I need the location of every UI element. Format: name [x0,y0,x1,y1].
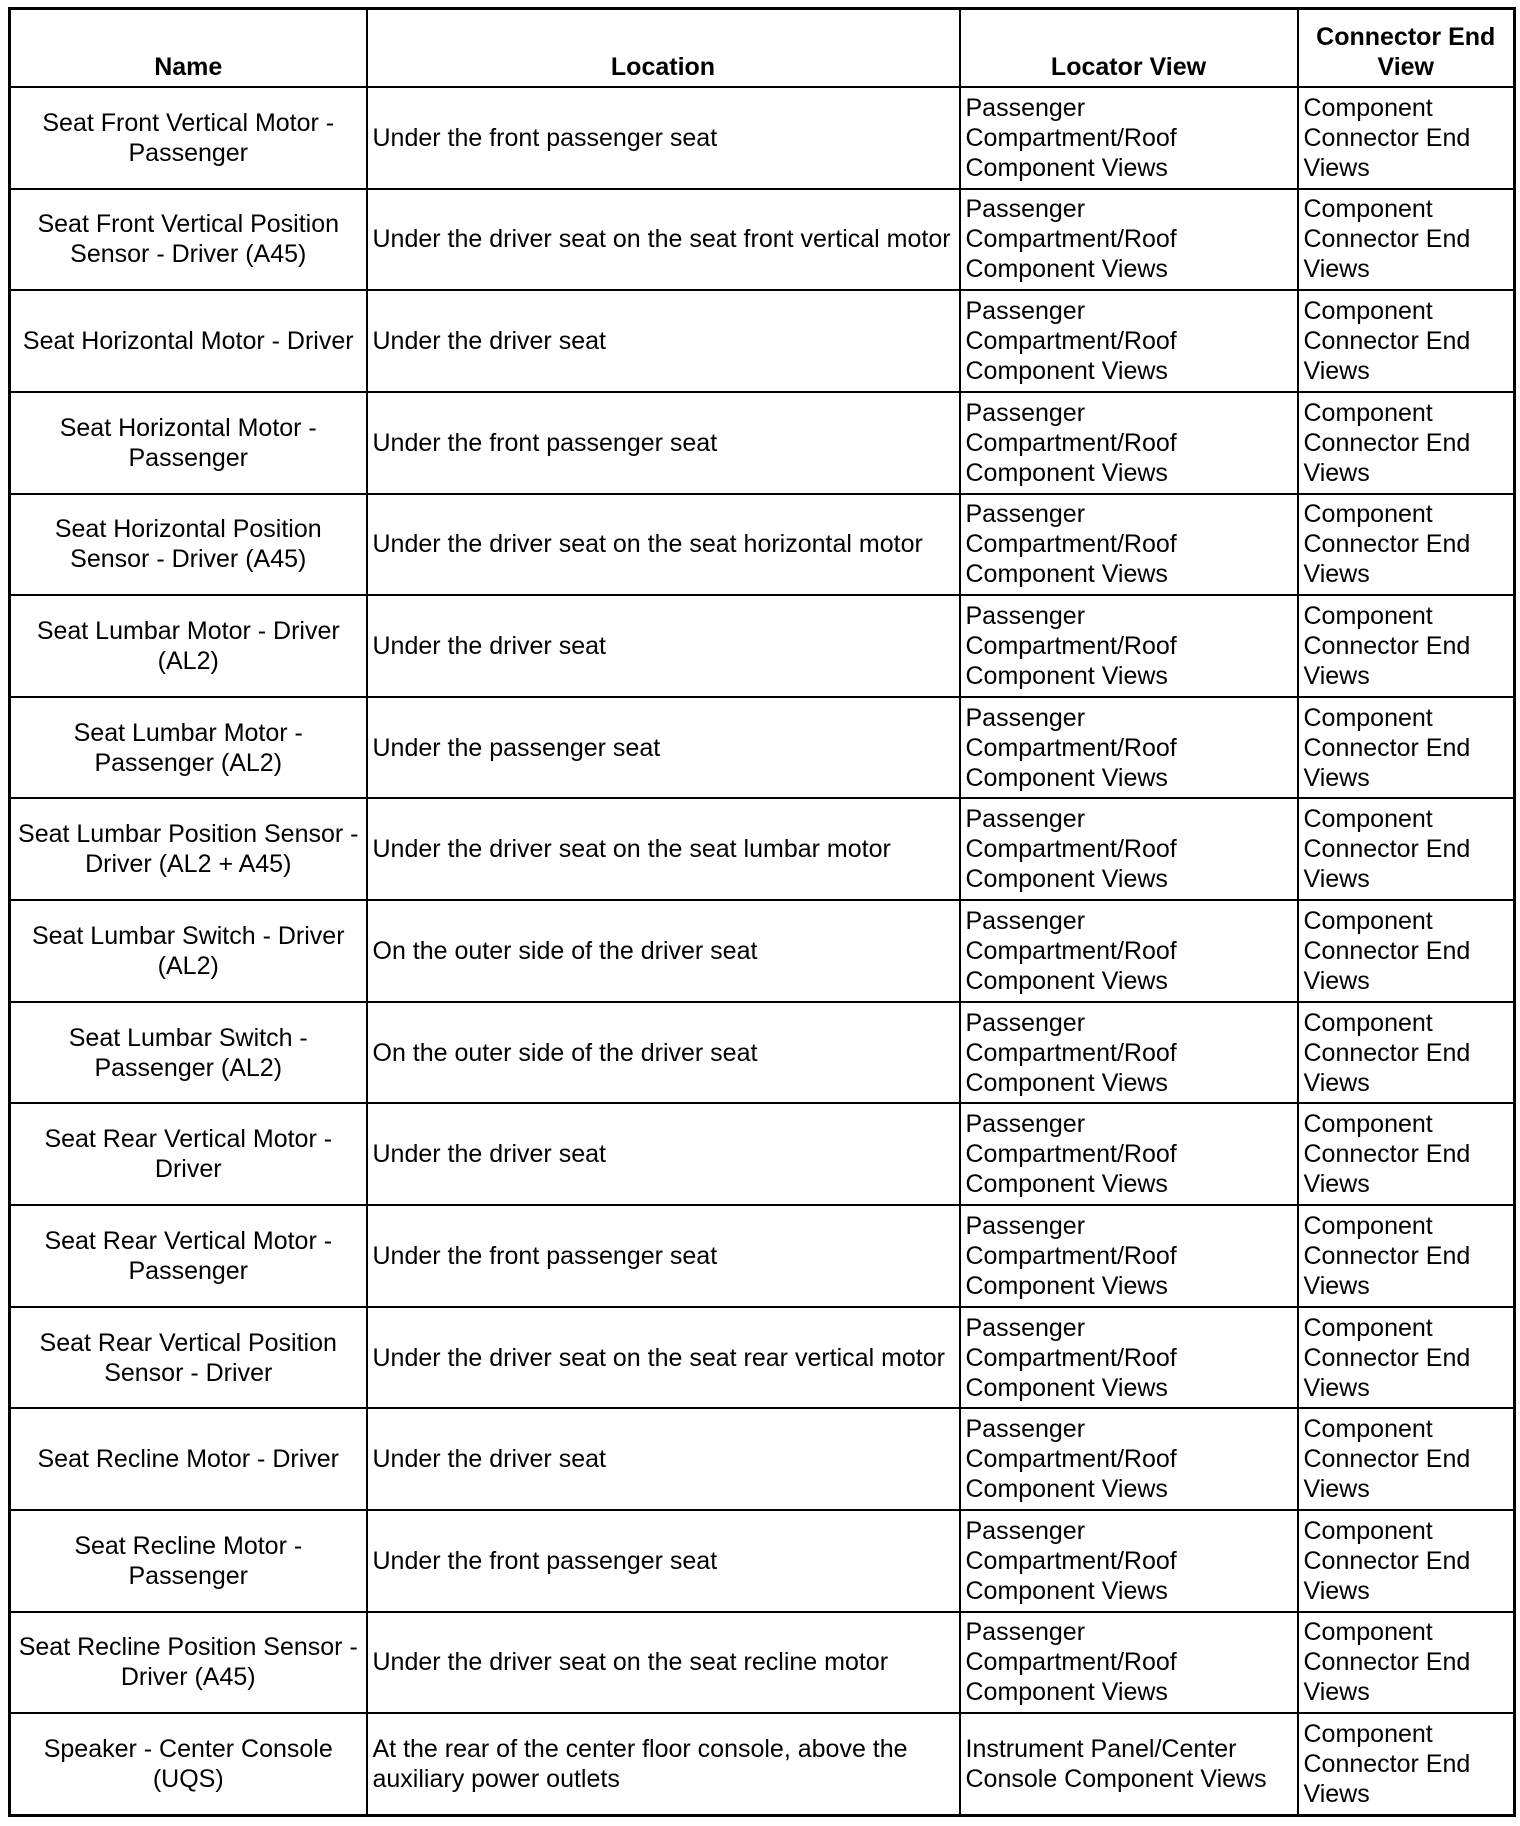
cell-locator-view: Passenger Compartment/Roof Component Views [960,189,1298,291]
table-row [10,392,1515,494]
table-row [10,1713,1515,1815]
table-row [10,900,1515,1002]
cell-location: Under the front passenger seat [367,1510,960,1612]
table-row [10,1103,1515,1205]
table-row [10,798,1515,900]
cell-name: Seat Rear Vertical Position Sensor - Driver [10,1307,367,1409]
cell-location: Under the driver seat [367,1103,960,1205]
cell-locator-view: Passenger Compartment/Roof Component Views [960,87,1298,189]
header-row [10,9,1515,88]
cell-location: Under the driver seat [367,1408,960,1510]
cell-location: Under the driver seat on the seat recline motor [367,1612,960,1714]
cell-name: Speaker - Center Console (UQS) [10,1713,367,1815]
cell-locator-view: Passenger Compartment/Roof Component Views [960,494,1298,596]
cell-connector-view: Component Connector End Views [1298,1002,1515,1104]
table-row [10,1408,1515,1510]
cell-locator-view: Passenger Compartment/Roof Component Views [960,595,1298,697]
cell-locator-view: Passenger Compartment/Roof Component Views [960,1307,1298,1409]
cell-location: Under the front passenger seat [367,87,960,189]
cell-name: Seat Recline Position Sensor - Driver (A45) [10,1612,367,1714]
cell-connector-view: Component Connector End Views [1298,290,1515,392]
cell-locator-view: Passenger Compartment/Roof Component Views [960,1510,1298,1612]
cell-name: Seat Rear Vertical Motor - Driver [10,1103,367,1205]
cell-location: On the outer side of the driver seat [367,900,960,1002]
cell-name: Seat Front Vertical Position Sensor - Driver (A45) [10,189,367,291]
cell-connector-view: Component Connector End Views [1298,697,1515,799]
cell-connector-view: Component Connector End Views [1298,1408,1515,1510]
table-row [10,290,1515,392]
cell-locator-view: Passenger Compartment/Roof Component Views [960,290,1298,392]
cell-locator-view: Instrument Panel/Center Console Component Views [960,1713,1298,1815]
cell-connector-view: Component Connector End Views [1298,494,1515,596]
cell-location: Under the front passenger seat [367,1205,960,1307]
cell-connector-view: Component Connector End Views [1298,798,1515,900]
cell-locator-view: Passenger Compartment/Roof Component Views [960,1002,1298,1104]
cell-name: Seat Recline Motor - Driver [10,1408,367,1510]
cell-connector-view: Component Connector End Views [1298,392,1515,494]
header-location: Location [367,9,960,88]
cell-name: Seat Lumbar Switch - Driver (AL2) [10,900,367,1002]
table-row [10,1612,1515,1714]
cell-location: Under the front passenger seat [367,392,960,494]
table-row [10,87,1515,189]
cell-connector-view: Component Connector End Views [1298,1510,1515,1612]
cell-location: Under the driver seat [367,595,960,697]
cell-location: On the outer side of the driver seat [367,1002,960,1104]
table-row [10,1205,1515,1307]
cell-location: Under the driver seat on the seat lumbar motor [367,798,960,900]
cell-connector-view: Component Connector End Views [1298,900,1515,1002]
table-row [10,1307,1515,1409]
cell-connector-view: Component Connector End Views [1298,1205,1515,1307]
cell-locator-view: Passenger Compartment/Roof Component Views [960,798,1298,900]
cell-name: Seat Horizontal Motor - Driver [10,290,367,392]
cell-connector-view: Component Connector End Views [1298,189,1515,291]
cell-connector-view: Component Connector End Views [1298,87,1515,189]
cell-locator-view: Passenger Compartment/Roof Component Views [960,697,1298,799]
header-name: Name [10,9,367,88]
cell-name: Seat Front Vertical Motor - Passenger [10,87,367,189]
cell-connector-view: Component Connector End Views [1298,1103,1515,1205]
cell-connector-view: Component Connector End Views [1298,595,1515,697]
table-row [10,1002,1515,1104]
cell-name: Seat Lumbar Motor - Passenger (AL2) [10,697,367,799]
table-row [10,1510,1515,1612]
cell-connector-view: Component Connector End Views [1298,1713,1515,1815]
header-connector-end-view: Connector End View [1298,9,1515,88]
component-locator-table [8,7,1516,1817]
cell-connector-view: Component Connector End Views [1298,1307,1515,1409]
cell-locator-view: Passenger Compartment/Roof Component Views [960,392,1298,494]
cell-name: Seat Recline Motor - Passenger [10,1510,367,1612]
cell-location: Under the passenger seat [367,697,960,799]
table-row [10,494,1515,596]
cell-location: Under the driver seat on the seat rear vertical motor [367,1307,960,1409]
cell-name: Seat Horizontal Motor - Passenger [10,392,367,494]
cell-location: Under the driver seat [367,290,960,392]
cell-name: Seat Lumbar Motor - Driver (AL2) [10,595,367,697]
header-locator-view: Locator View [960,9,1298,88]
cell-name: Seat Lumbar Position Sensor - Driver (AL2 + A45) [10,798,367,900]
cell-connector-view: Component Connector End Views [1298,1612,1515,1714]
cell-locator-view: Passenger Compartment/Roof Component Views [960,1205,1298,1307]
table-row [10,189,1515,291]
cell-locator-view: Passenger Compartment/Roof Component Views [960,1103,1298,1205]
table-row [10,595,1515,697]
cell-locator-view: Passenger Compartment/Roof Component Views [960,900,1298,1002]
cell-name: Seat Lumbar Switch - Passenger (AL2) [10,1002,367,1104]
cell-name: Seat Horizontal Position Sensor - Driver (A45) [10,494,367,596]
table-row [10,697,1515,799]
cell-locator-view: Passenger Compartment/Roof Component Views [960,1612,1298,1714]
cell-location: At the rear of the center floor console, above the auxiliary power outlets [367,1713,960,1815]
cell-location: Under the driver seat on the seat front vertical motor [367,189,960,291]
cell-location: Under the driver seat on the seat horizontal motor [367,494,960,596]
cell-locator-view: Passenger Compartment/Roof Component Views [960,1408,1298,1510]
cell-name: Seat Rear Vertical Motor - Passenger [10,1205,367,1307]
